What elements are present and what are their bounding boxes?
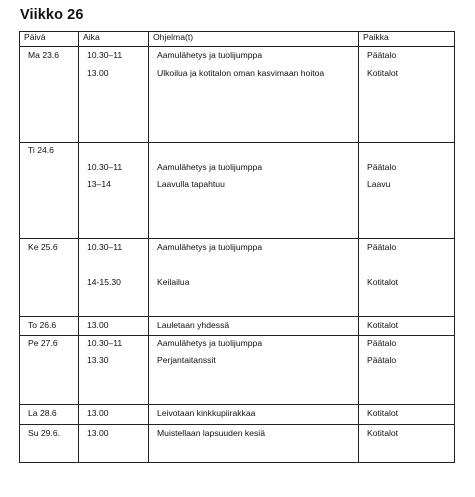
place-cell: Kotitalot — [367, 408, 399, 418]
program-cell: Keilailua — [157, 277, 190, 287]
table-row — [20, 143, 455, 239]
table-row — [20, 336, 455, 405]
time-cell: 13.00 — [87, 428, 109, 438]
program-cell: Laavulla tapahtuu — [157, 179, 225, 189]
header-day: Päivä — [20, 32, 79, 47]
table-row — [20, 47, 455, 143]
place-cell: Kotitalot — [367, 320, 399, 330]
time-cell: 13.30 — [87, 355, 109, 365]
program-cell: Aamulähetys ja tuolijumppa — [157, 338, 263, 348]
place-cell: Päätalo — [367, 355, 397, 365]
time-cell: 13.00 — [87, 320, 109, 330]
header-place: Paikka — [359, 32, 455, 47]
program-cell: Perjantaitanssit — [157, 355, 216, 365]
table-row — [20, 239, 455, 317]
program-cell: Lauletaan yhdessä — [157, 320, 230, 330]
day-label: Ma 23.6 — [28, 50, 60, 60]
table-row — [20, 425, 455, 463]
time-cell: 10.30–11 — [87, 50, 123, 60]
place-cell: Päätalo — [367, 242, 397, 252]
time-cell: 13.00 — [87, 68, 109, 78]
day-label: To 26.6 — [28, 320, 57, 330]
program-cell: Aamulähetys ja tuolijumppa — [157, 242, 263, 252]
program-cell: Aamulähetys ja tuolijumppa — [157, 50, 263, 60]
day-label: Ke 25.6 — [28, 242, 58, 252]
program-cell: Aamulähetys ja tuolijumppa — [157, 162, 263, 172]
program-cell: Leivotaan kinkkupiirakkaa — [157, 408, 256, 418]
place-cell: Kotitalot — [367, 68, 399, 78]
program-cell: Ulkoilua ja kotitalon oman kasvimaan hoitoa — [157, 68, 325, 78]
time-cell: 10.30–11 — [87, 338, 123, 348]
day-label: La 28.6 — [28, 408, 57, 418]
day-label: Su 29.6. — [28, 428, 61, 438]
page-title: Viikko 26 — [20, 7, 84, 23]
table-row — [20, 405, 455, 425]
place-cell: Päätalo — [367, 50, 397, 60]
place-cell: Päätalo — [367, 162, 397, 172]
header-time: Aika — [79, 32, 149, 47]
table-header-row — [20, 32, 455, 47]
time-cell: 14-15.30 — [87, 277, 121, 287]
program-cell: Muistellaan lapsuuden kesiä — [157, 428, 265, 438]
header-program: Ohjelma(t) — [149, 32, 359, 47]
place-cell: Laavu — [367, 179, 391, 189]
place-cell: Päätalo — [367, 338, 397, 348]
time-cell: 13–14 — [87, 179, 111, 189]
time-cell: 13.00 — [87, 408, 109, 418]
day-label: Ti 24.6 — [28, 145, 54, 155]
day-label: Pe 27.6 — [28, 338, 58, 348]
table-row — [20, 317, 455, 336]
schedule-table — [19, 31, 455, 463]
time-cell: 10.30–11 — [87, 242, 123, 252]
place-cell: Kotitalot — [367, 277, 399, 287]
place-cell: Kotitalot — [367, 428, 399, 438]
time-cell: 10.30–11 — [87, 162, 123, 172]
